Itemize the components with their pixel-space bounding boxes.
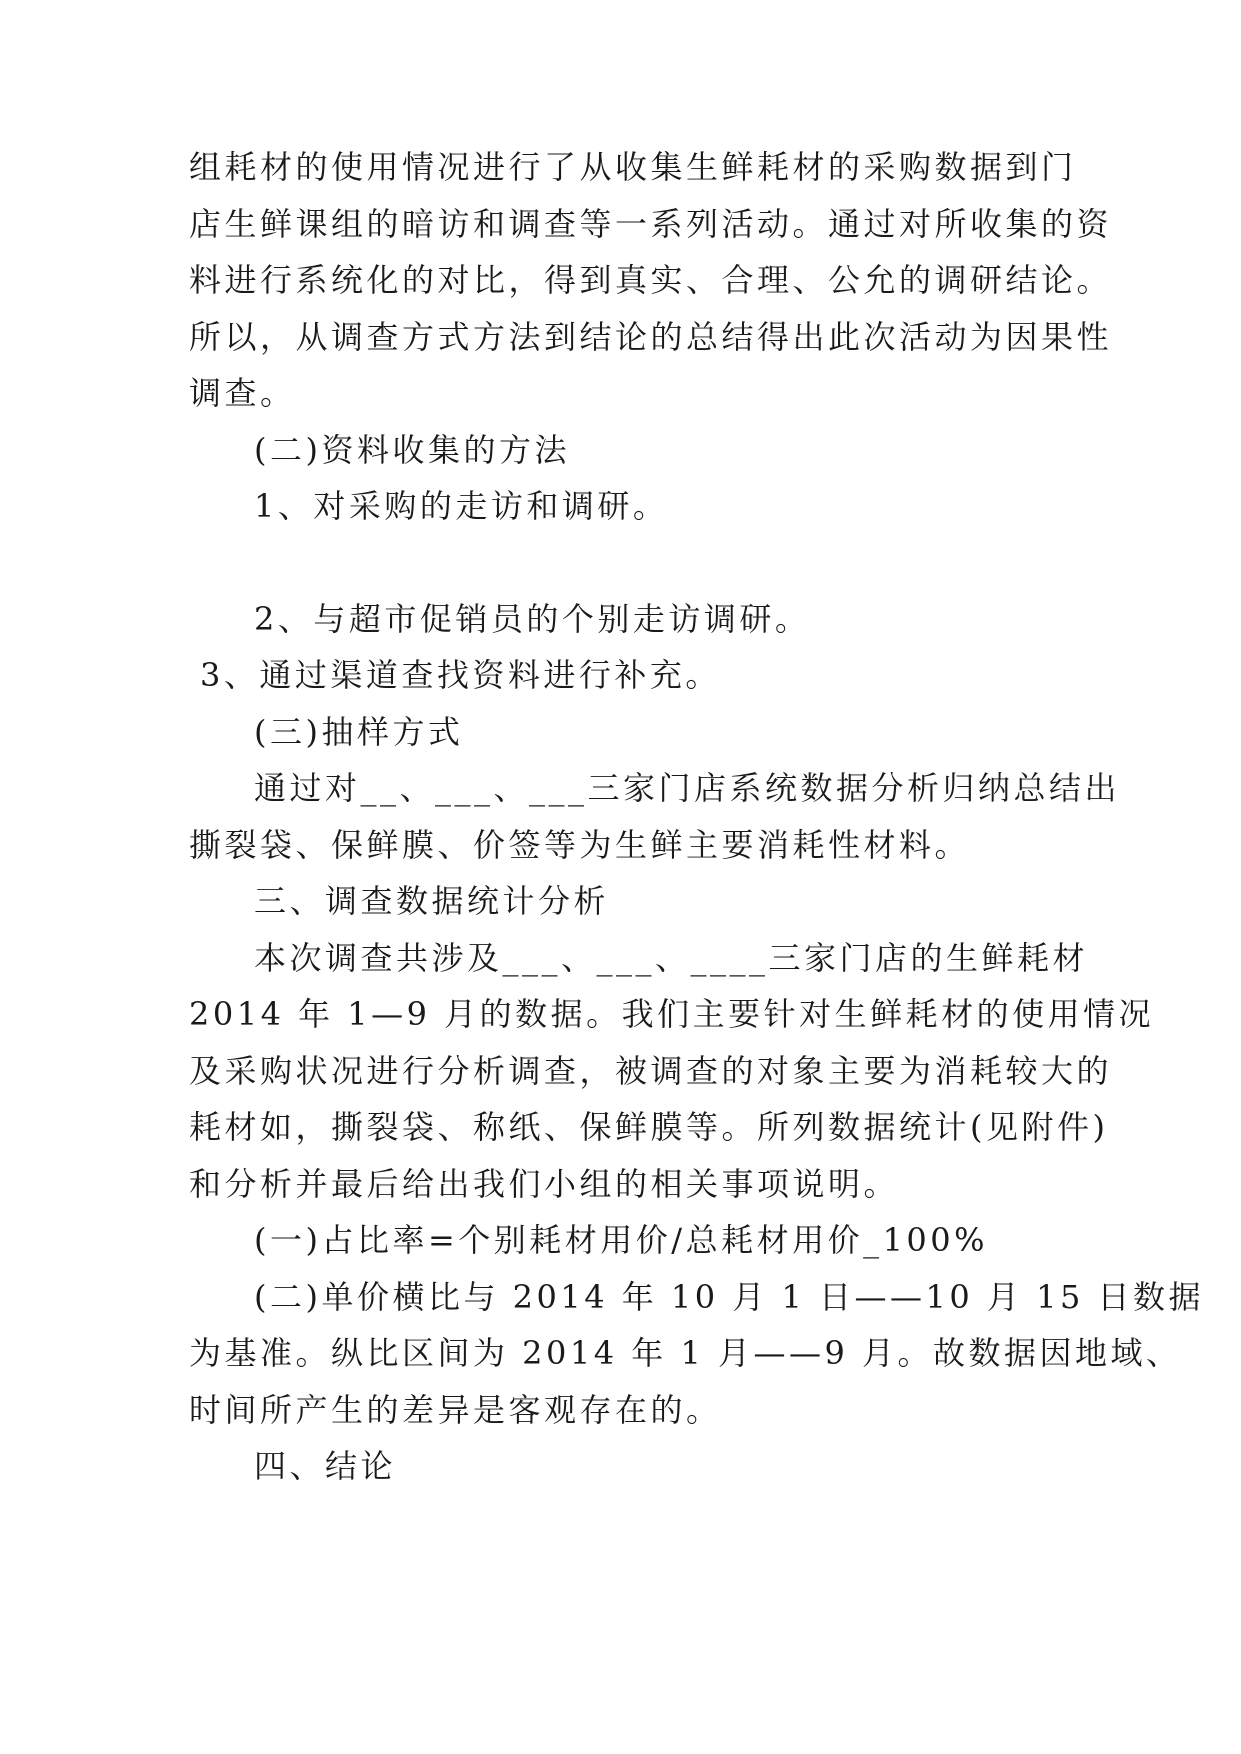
text-line: (二)单价横比与 2014 年 10 月 1 日——10 月 15 日数据 bbox=[254, 1278, 1204, 1316]
text-line: 调查。 bbox=[189, 374, 296, 412]
ratio-formula: (一)占比率=个别耗材用价/总耗材用价_100% bbox=[254, 1221, 989, 1259]
section-heading: 三、调查数据统计分析 bbox=[254, 882, 610, 920]
text-line: 组耗材的使用情况进行了从收集生鲜耗材的采购数据到门 bbox=[189, 148, 1077, 186]
section-heading: (二)资料收集的方法 bbox=[254, 431, 570, 469]
list-item: 3、通过渠道查找资料进行补充。 bbox=[200, 656, 721, 694]
list-item: 1、对采购的走访和调研。 bbox=[254, 487, 669, 525]
text-line: 和分析并最后给出我们小组的相关事项说明。 bbox=[189, 1165, 900, 1203]
text-line: 本次调查共涉及___、___、____三家门店的生鲜耗材 bbox=[254, 939, 1089, 977]
list-item: 2、与超市促销员的个别走访调研。 bbox=[254, 600, 811, 638]
text-line: 为基准。纵比区间为 2014 年 1 月——9 月。故数据因地域、 bbox=[189, 1334, 1182, 1372]
text-line: 所以，从调查方式方法到结论的总结得出此次活动为因果性 bbox=[189, 318, 1113, 356]
text-line: 撕裂袋、保鲜膜、价签等为生鲜主要消耗性材料。 bbox=[189, 826, 971, 864]
text-line: 店生鲜课组的暗访和调查等一系列活动。通过对所收集的资 bbox=[189, 205, 1113, 243]
text-line: 2014 年 1—9 月的数据。我们主要针对生鲜耗材的使用情况 bbox=[189, 995, 1155, 1033]
text-line: 通过对__、___、___三家门店系统数据分析归纳总结出 bbox=[254, 769, 1121, 807]
section-heading: (三)抽样方式 bbox=[254, 713, 464, 751]
text-line: 料进行系统化的对比，得到真实、合理、公允的调研结论。 bbox=[189, 261, 1113, 299]
section-heading: 四、结论 bbox=[254, 1447, 397, 1485]
text-line: 时间所产生的差异是客观存在的。 bbox=[189, 1391, 722, 1429]
text-line: 耗材如，撕裂袋、称纸、保鲜膜等。所列数据统计(见附件) bbox=[189, 1108, 1109, 1146]
text-line: 及采购状况进行分析调查，被调查的对象主要为消耗较大的 bbox=[189, 1052, 1113, 1090]
